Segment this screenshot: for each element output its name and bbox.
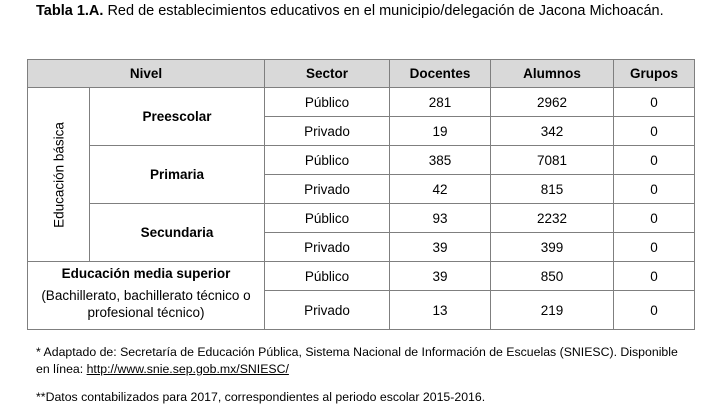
table-row	[28, 204, 695, 233]
source-link[interactable]: http://www.snie.sep.gob.mx/SNIESC/	[86, 361, 289, 376]
caption-text: Red de establecimientos educativos en el municipio/delegación de Jacona Michoacán.	[107, 3, 664, 19]
sector-cell: Público	[265, 262, 390, 291]
grupos-cell: 0	[614, 146, 695, 175]
level-preescolar: Preescolar	[90, 88, 265, 146]
grupos-cell: 0	[614, 175, 695, 204]
table-row	[28, 262, 695, 291]
table-header-row	[28, 60, 695, 88]
docentes-cell: 39	[390, 262, 491, 291]
header-alumnos: Alumnos	[491, 60, 614, 88]
education-table	[27, 59, 695, 330]
grupos-cell: 0	[614, 233, 695, 262]
footnotes	[36, 344, 688, 406]
footnote-source-text: * Adaptado de: Secretaría de Educación Pública, Sistema Nacional de Información de Escuelas (SNIESC). Disponible en línea:	[36, 345, 678, 376]
level-secundaria: Secundaria	[90, 204, 265, 262]
level-primaria: Primaria	[90, 146, 265, 204]
sector-cell: Público	[265, 146, 390, 175]
docentes-cell: 13	[390, 291, 491, 330]
group-label: Educación básica	[51, 121, 66, 228]
sector-cell: Privado	[265, 291, 390, 330]
table-row	[28, 146, 695, 175]
grupos-cell: 0	[614, 204, 695, 233]
docentes-cell: 39	[390, 233, 491, 262]
header-sector: Sector	[265, 60, 390, 88]
sector-cell: Público	[265, 88, 390, 117]
alumnos-cell: 2962	[491, 88, 614, 117]
header-docentes: Docentes	[390, 60, 491, 88]
alumnos-cell: 850	[491, 262, 614, 291]
alumnos-cell: 342	[491, 117, 614, 146]
table-row	[28, 88, 695, 117]
header-nivel: Nivel	[28, 60, 265, 88]
docentes-cell: 385	[390, 146, 491, 175]
caption-label: Tabla 1.A.	[36, 3, 104, 19]
alumnos-cell: 399	[491, 233, 614, 262]
docentes-cell: 19	[390, 117, 491, 146]
grupos-cell: 0	[614, 262, 695, 291]
alumnos-cell: 815	[491, 175, 614, 204]
sector-cell: Privado	[265, 233, 390, 262]
grupos-cell: 0	[614, 88, 695, 117]
sector-cell: Privado	[265, 175, 390, 204]
media-superior-title: Educación media superior	[61, 266, 231, 281]
alumnos-cell: 2232	[491, 204, 614, 233]
docentes-cell: 281	[390, 88, 491, 117]
header-grupos: Grupos	[614, 60, 695, 88]
media-superior-subtitle: (Bachillerato, bachillerato técnico o profesional técnico)	[41, 288, 251, 320]
docentes-cell: 93	[390, 204, 491, 233]
sector-cell: Privado	[265, 117, 390, 146]
footnote-source	[36, 344, 688, 377]
footnote-data: **Datos contabilizados para 2017, correspondientes al periodo escolar 2015-2016.	[36, 390, 486, 404]
level-media-superior	[28, 262, 265, 330]
alumnos-cell: 7081	[491, 146, 614, 175]
sector-cell: Público	[265, 204, 390, 233]
docentes-cell: 42	[390, 175, 491, 204]
group-label-cell	[28, 88, 90, 262]
table-caption	[36, 2, 688, 21]
grupos-cell: 0	[614, 291, 695, 330]
alumnos-cell: 219	[491, 291, 614, 330]
grupos-cell: 0	[614, 117, 695, 146]
